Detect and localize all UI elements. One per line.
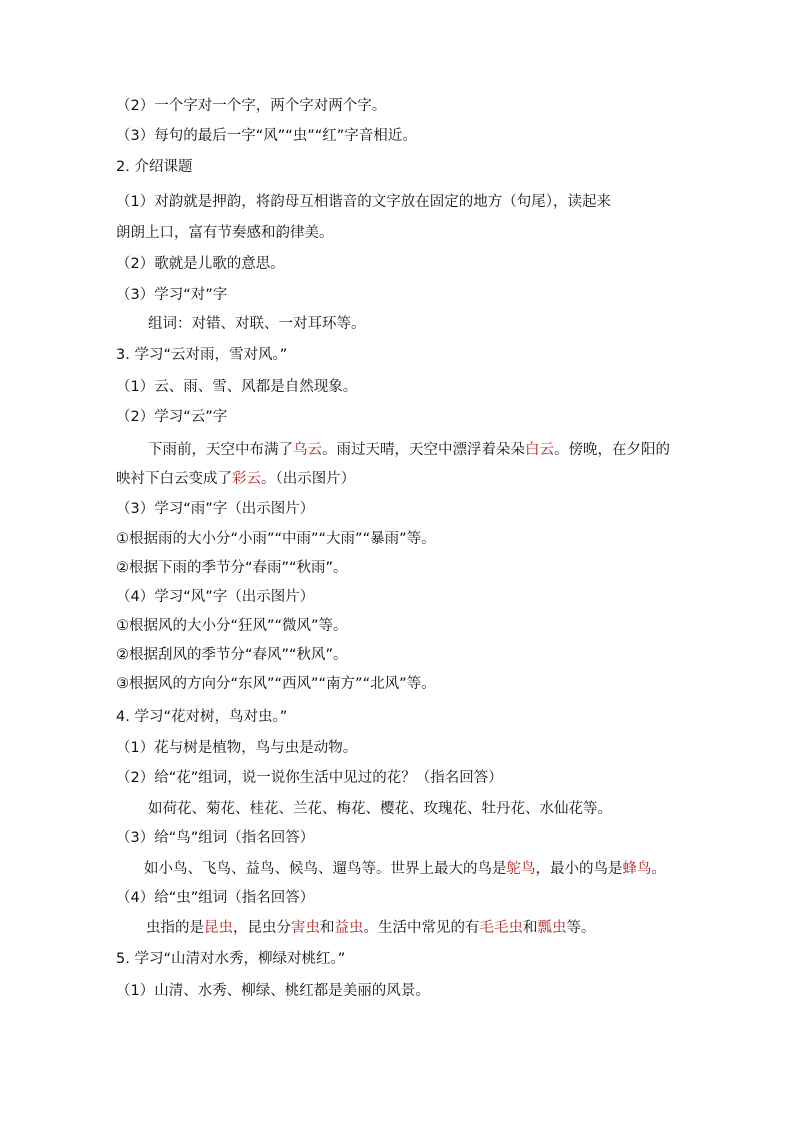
text-line <box>116 738 357 758</box>
text-line <box>116 223 334 243</box>
text-segment: 。傍晚，在夕阳的 <box>554 442 670 458</box>
text-segment: 。雨过天晴，天空中漂浮着朵朵 <box>322 442 525 458</box>
text-segment: ①根据风的大小分“狂风”“微风”等。 <box>116 618 348 634</box>
text-line <box>116 674 436 694</box>
text-line <box>148 440 670 460</box>
text-segment: （3）学习“雨”字（出示图片） <box>116 501 315 517</box>
highlighted-term: 昆虫 <box>204 920 233 936</box>
text-segment: 如小鸟、飞鸟、益鸟、候鸟、遛鸟等。世界上最大的鸟是 <box>144 861 507 877</box>
highlighted-term: 彩云 <box>232 471 261 487</box>
text-line <box>146 918 596 938</box>
text-segment: ①根据雨的大小分“小雨”“中雨”“大雨”“暴雨”等。 <box>116 531 436 547</box>
text-line <box>116 707 287 727</box>
text-segment: 组词：对错、对联、一对耳环等。 <box>148 316 366 332</box>
text-segment: （2）歌就是儿歌的意思。 <box>116 256 285 272</box>
text-segment: （2）一个字对一个字，两个字对两个字。 <box>116 98 387 114</box>
text-segment: 4. 学习“花对树，鸟对虫。” <box>116 709 288 725</box>
text-segment: 2. 介绍课题 <box>116 159 193 175</box>
text-segment: ②根据下雨的季节分“春雨”“秋雨”。 <box>116 560 348 576</box>
highlighted-term: 毛毛虫 <box>479 920 523 936</box>
text-line <box>116 981 430 1001</box>
text-segment: ③根据风的方向分“东风”“西风”“南方”“北风”等。 <box>116 676 436 692</box>
text-line <box>116 377 357 397</box>
text-segment: （4）学习“风”字（出示图片） <box>116 589 315 605</box>
text-segment: ，最小的鸟是 <box>535 861 623 877</box>
text-segment: （1）山清、水秀、柳绿、桃红都是美丽的风景。 <box>116 983 430 999</box>
text-line <box>116 587 314 607</box>
text-segment: 。生活中常见的有 <box>363 920 480 936</box>
text-segment: 和 <box>523 920 538 936</box>
highlighted-term: 益虫 <box>334 920 364 936</box>
text-segment: 下雨前，天空中布满了 <box>148 442 293 458</box>
text-line <box>116 768 503 788</box>
text-line <box>116 96 386 116</box>
highlighted-term: 乌云 <box>293 442 322 458</box>
text-line <box>116 285 227 305</box>
text-segment: 映衬下白云变成了 <box>116 471 232 487</box>
text-line <box>116 558 348 578</box>
text-segment: （1）云、雨、雪、风都是自然现象。 <box>116 379 358 395</box>
text-segment: 朗朗上口，富有节奏感和韵律美。 <box>116 225 334 241</box>
text-segment: 如荷花、菊花、桂花、兰花、梅花、樱花、玫瑰花、牡丹花、水仙花等。 <box>148 801 612 817</box>
text-segment: 3. 学习“云对雨，雪对风。” <box>116 347 288 363</box>
highlighted-term: 鸵鸟 <box>506 861 536 877</box>
text-segment: ，昆虫分 <box>233 920 291 936</box>
text-line <box>116 529 436 549</box>
text-line <box>116 157 192 177</box>
text-segment: 5. 学习“山清对水秀，柳绿对桃红。” <box>116 951 346 967</box>
text-segment: （2）学习“云”字 <box>116 409 228 425</box>
text-segment: 和 <box>320 920 335 936</box>
text-line <box>116 345 287 365</box>
text-line <box>116 254 285 274</box>
text-segment: （4）给“虫”组词（指名回答） <box>116 890 315 906</box>
highlighted-term: 蜂鸟 <box>622 861 652 877</box>
text-segment: 等。 <box>566 920 596 936</box>
text-segment: （2）给“花”组词，说一说你生活中见过的花？（指名回答） <box>116 770 503 786</box>
text-segment: 。（出示图片） <box>261 471 356 487</box>
text-line <box>116 616 348 636</box>
highlighted-term: 瓢虫 <box>537 920 567 936</box>
text-line <box>116 828 314 848</box>
text-segment: （1）对韵就是押韵，将韵母互相谐音的文字放在固定的地方（句尾），读起来 <box>116 194 611 210</box>
highlighted-term: 害虫 <box>291 920 320 936</box>
text-segment: （3）给“鸟”组词（指名回答） <box>116 830 315 846</box>
text-line <box>116 888 314 908</box>
text-line <box>148 314 366 334</box>
text-line <box>116 126 417 146</box>
text-line <box>148 799 612 819</box>
text-segment: （1）花与树是植物，鸟与虫是动物。 <box>116 740 358 756</box>
text-line <box>116 192 611 212</box>
text-segment: 虫指的是 <box>146 920 204 936</box>
text-segment: （3）学习“对”字 <box>116 287 228 303</box>
text-segment: ②根据刮风的季节分“春风”“秋风”。 <box>116 647 348 663</box>
highlighted-term: 白云 <box>525 442 554 458</box>
text-segment: 。 <box>651 861 666 877</box>
text-line <box>116 949 345 969</box>
text-line <box>116 645 348 665</box>
text-line <box>144 859 666 879</box>
text-line <box>116 407 227 427</box>
text-line <box>116 469 355 489</box>
text-line <box>116 499 314 519</box>
text-segment: （3）每句的最后一字“风”“虫”“红”字音相近。 <box>116 128 417 144</box>
